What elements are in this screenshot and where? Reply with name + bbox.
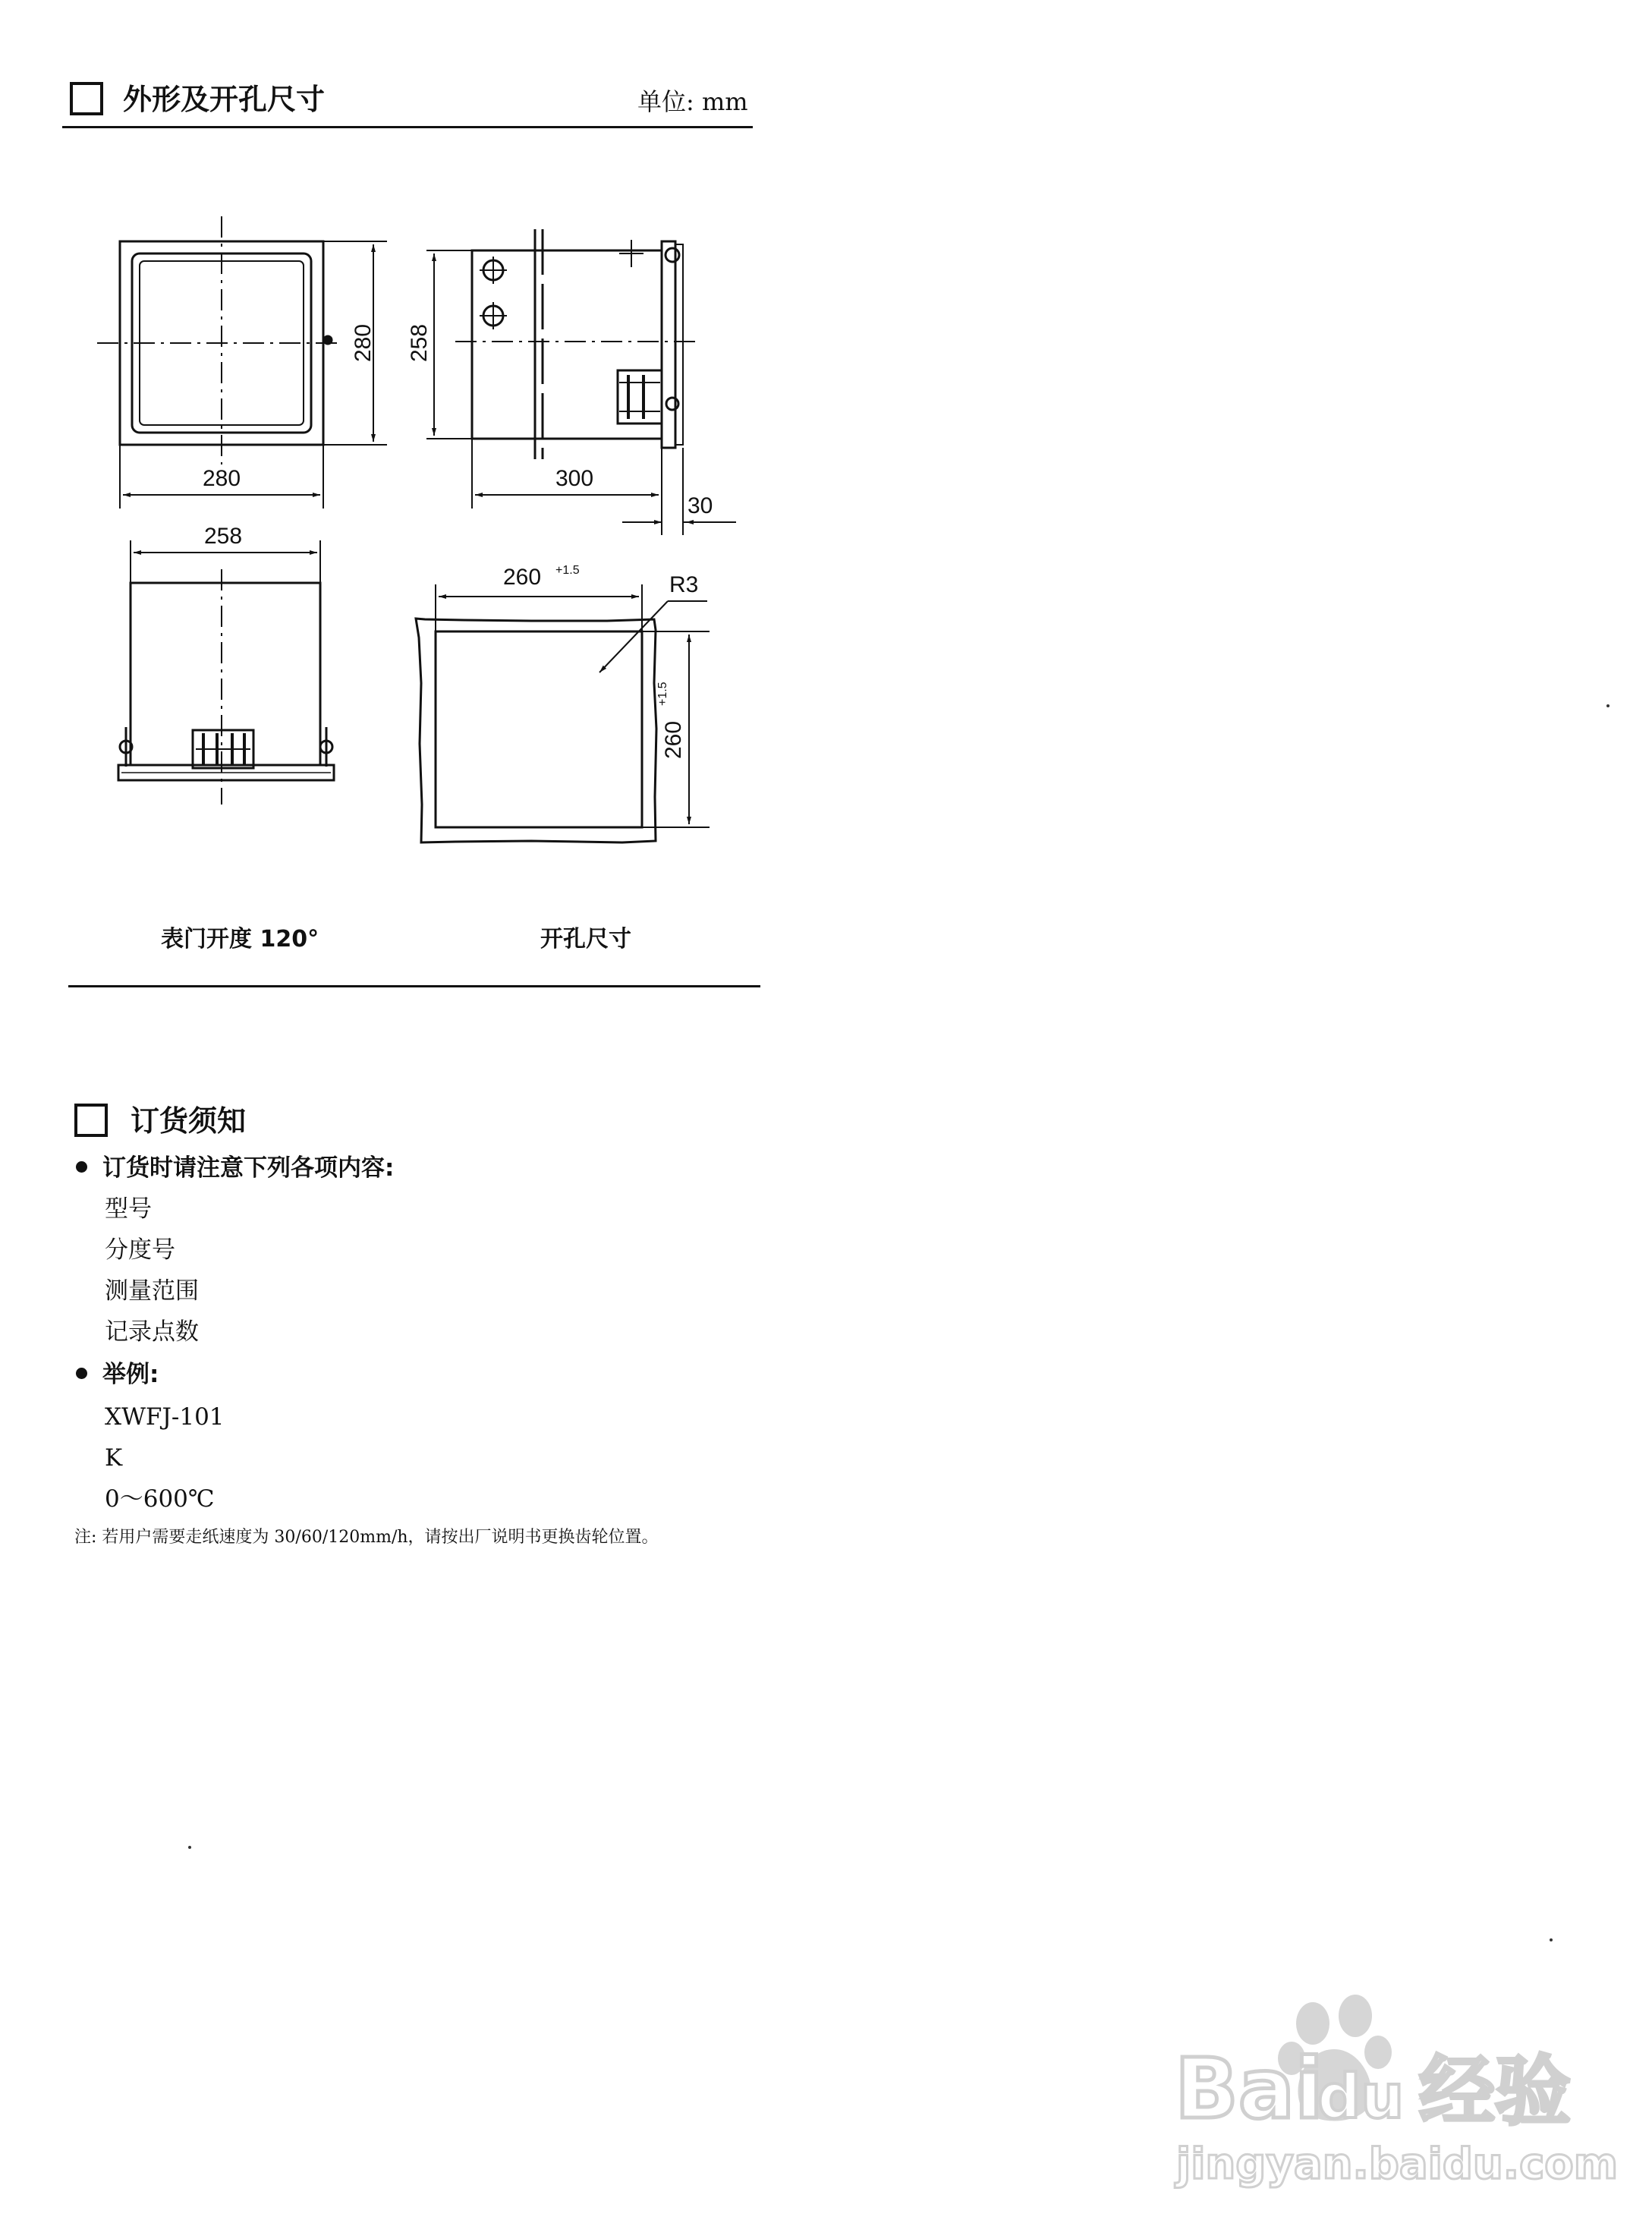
side-depth-label: 300 <box>555 466 594 491</box>
footnote <box>74 1526 773 1550</box>
cutout-radius-label: R3 <box>669 572 699 597</box>
bezel-depth-label: 30 <box>688 493 713 518</box>
section1-bottom-rule <box>68 985 760 987</box>
side-height-label: 258 <box>407 323 432 363</box>
cutout-width-tolerance: +1.5 <box>555 564 580 577</box>
baidu-watermark <box>1169 1973 1639 2201</box>
section2-checkbox <box>74 1104 108 1137</box>
cutout-caption: 开孔尺寸 <box>540 926 631 953</box>
section1-title: 外形及开孔尺寸 <box>123 83 326 116</box>
order-item-points: 记录点数 <box>105 1318 199 1346</box>
dimension-drawing <box>0 0 835 873</box>
example-graduation: K <box>105 1444 123 1472</box>
example-model: XWFJ-101 <box>105 1403 225 1431</box>
footnote-label: 注: <box>74 1528 97 1547</box>
footnote-text: 若用户需要走纸速度为 30/60/120mm/h，请按出厂说明书更换齿轮位置。 <box>102 1528 659 1547</box>
front-view <box>97 216 387 509</box>
front-width-label: 280 <box>202 466 241 491</box>
scan-speck <box>188 1846 191 1849</box>
section2-title: 订货须知 <box>131 1104 247 1138</box>
watermark-brand: Bai <box>1175 2040 1323 2137</box>
scan-speck <box>1550 1938 1553 1941</box>
order-item-range: 测量范围 <box>105 1277 199 1305</box>
cutout-height-label: 260 <box>661 720 686 760</box>
cutout-width-label: 260 <box>502 565 542 590</box>
bottom-view <box>118 540 334 805</box>
watermark-url: jingyan.baidu.com <box>1176 2140 1619 2189</box>
bullet-example-text: 举例: <box>102 1361 159 1388</box>
example-range: 0～600℃ <box>105 1485 215 1513</box>
bullet-dot <box>76 1368 87 1379</box>
order-item-model: 型号 <box>105 1195 152 1223</box>
watermark-cn: 经验 <box>1419 2047 1571 2136</box>
watermark-brand2: du <box>1317 2061 1405 2132</box>
cutout-view <box>416 584 710 842</box>
bottom-width-label: 258 <box>203 524 243 549</box>
bullet-dot <box>76 1161 87 1173</box>
scan-speck <box>1606 704 1610 707</box>
unit-label: 单位: mm <box>637 87 748 116</box>
bullet-order-notice <box>76 1154 395 1182</box>
bullet-order-notice-text: 订货时请注意下列各项内容: <box>102 1154 395 1182</box>
bullet-example <box>76 1363 159 1387</box>
order-item-graduation: 分度号 <box>105 1236 175 1264</box>
front-height-label: 280 <box>351 323 376 363</box>
door-angle-caption: 表门开度 120° <box>161 926 319 953</box>
cutout-height-tolerance: +1.5 <box>656 682 669 706</box>
